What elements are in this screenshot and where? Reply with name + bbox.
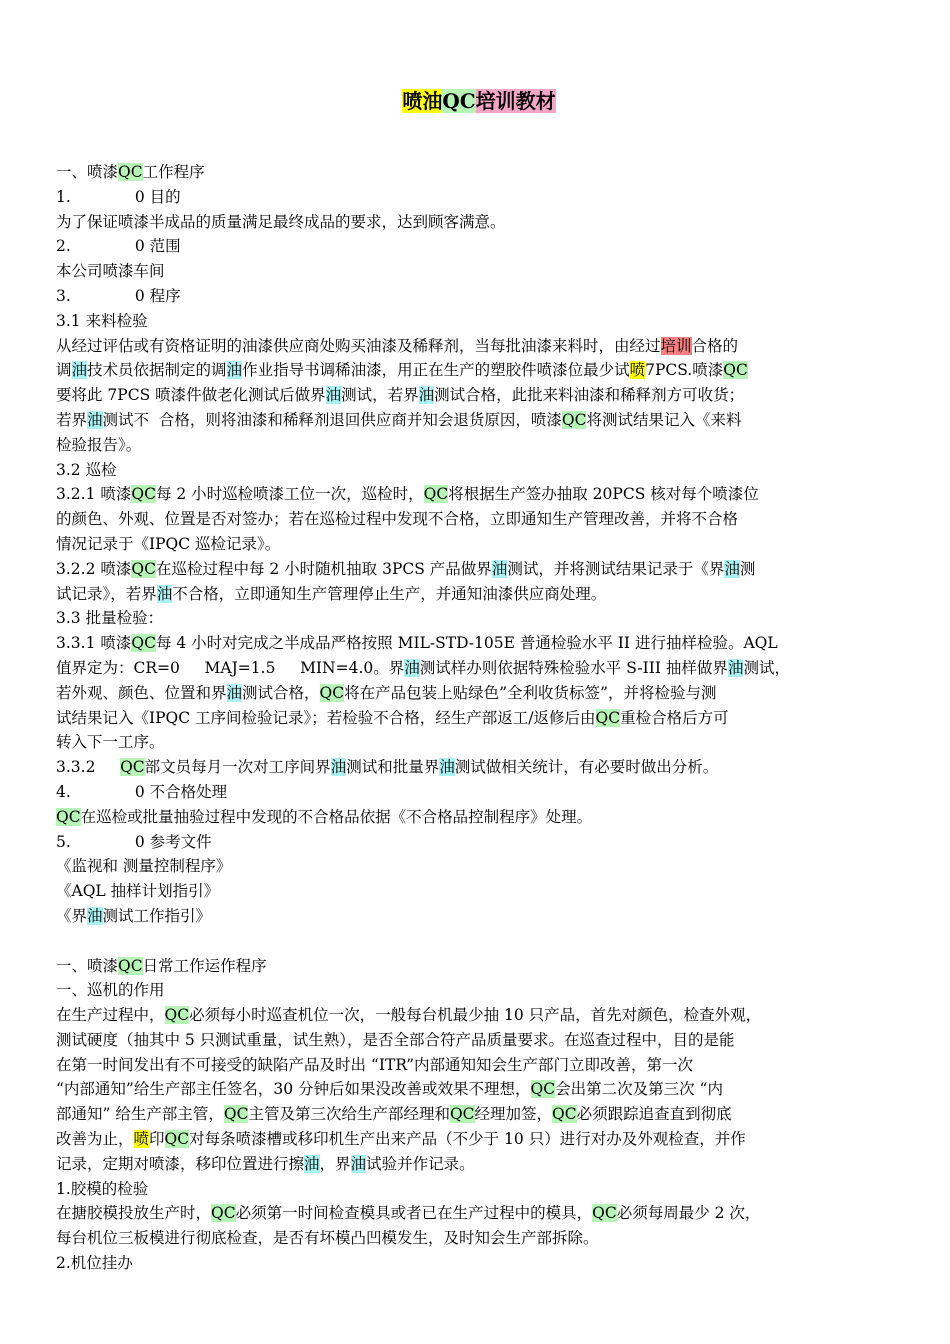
text-line	[56, 681, 902, 706]
blank-line	[56, 929, 902, 954]
text-line	[56, 1077, 902, 1102]
text-run: 5. 0 参考文件	[56, 832, 212, 851]
text-run: 将在产品包装上贴绿色”全利收货标签”，并将检验与测	[344, 683, 717, 702]
text-run: 测试硬度（抽其中 5 只测试重量，试生熟），是否全部合符产品质量要求。在巡查过程中，目的是能	[56, 1030, 735, 1049]
text-line	[56, 309, 902, 334]
text-line	[56, 1102, 902, 1127]
highlighted-text: 培训	[660, 336, 692, 355]
highlighted-text: QC	[530, 1080, 556, 1099]
highlighted-text: QC	[223, 1105, 249, 1124]
text-line	[56, 557, 902, 582]
text-run: 一、巡机的作用	[56, 981, 165, 1000]
text-run: 每台机位三板模进行彻底检查，是否有坏模凸凹模发生，及时知会生产部拆除。	[56, 1229, 599, 1248]
text-run: 为了保证喷漆半成品的质量满足最终成品的要求，达到顾客满意。	[56, 212, 506, 231]
text-run: 一、喷漆	[56, 163, 119, 181]
text-line	[56, 482, 902, 507]
highlighted-text: QC	[592, 1204, 617, 1223]
text-run: 在巡检或批量抽验过程中发现的不合格品依据《不合格品控制程序》处理。	[80, 807, 593, 826]
highlighted-text: QC	[319, 683, 345, 702]
text-run: 3.1 来料检验	[56, 311, 148, 330]
highlighted-text: 油	[87, 906, 103, 925]
text-run: 必须每周最少 2 次，	[616, 1204, 761, 1223]
text-run: 对每条喷漆槽或移印机生产出来产品（不少于 10 只）进行对办及外观检查，并作	[189, 1130, 746, 1149]
text-line	[56, 978, 902, 1003]
text-run: 部通知” 给生产部主管，	[56, 1105, 224, 1124]
text-line	[56, 408, 902, 433]
highlighted-text: QC	[164, 1006, 190, 1025]
text-line	[56, 259, 902, 284]
text-run: 本公司喷漆车间	[56, 262, 165, 281]
text-run: 在巡检过程中每 2 小时随机抽取 3PCS 产品做界	[155, 559, 492, 578]
text-run: 必须跟踪追查直到彻底	[576, 1105, 732, 1124]
text-run: 从经过评估或有资格证明的油漆供应商处购买油漆及稀释剂，当每批油漆来料时，由经过	[56, 336, 661, 355]
text-line	[56, 1028, 902, 1053]
text-run: 主管及第三次给生产部经理和	[248, 1105, 450, 1124]
highlighted-text: QC	[211, 1204, 236, 1223]
text-run: 的颜色、外观、位置是否对签办；若在巡检过程中发现不合格，立即通知生产管理改善，并将不合格	[56, 510, 739, 529]
text-line	[56, 656, 902, 681]
text-run: 在生产过程中，	[56, 1006, 165, 1025]
text-run: 经理加签，	[474, 1105, 553, 1124]
text-line	[56, 458, 902, 483]
text-run: 检验报告》。	[56, 435, 142, 454]
text-run: ，界	[319, 1154, 351, 1173]
text-run: 测试，	[743, 658, 790, 677]
highlighted-text: QC	[723, 361, 748, 380]
text-run: 每 2 小时巡检喷漆工位一次，巡检时，	[155, 485, 424, 504]
highlighted-text: 油	[330, 758, 347, 777]
text-line	[56, 234, 902, 259]
text-line	[56, 755, 902, 780]
text-run: 作业指导书调稀油漆，用正在生产的塑胶件喷漆位最少试	[242, 361, 630, 380]
text-line	[56, 1251, 902, 1276]
text-run: 会出第二次及第三次 “内	[555, 1080, 723, 1099]
text-run: 试记录》，若界	[56, 584, 157, 603]
text-run: 记录，定期对喷漆，移印位置进行擦	[56, 1154, 305, 1173]
text-line	[56, 433, 902, 458]
text-run: 3.3.2	[56, 758, 121, 777]
highlighted-text: QC	[131, 559, 156, 578]
highlighted-text: QC	[442, 89, 476, 113]
text-run: 部文员每月一次对工序间界	[144, 758, 331, 777]
text-line	[56, 284, 902, 309]
highlighted-text: 油	[71, 361, 88, 380]
text-run: 测试样办则依据特殊检验水平 S-III 抽样做界	[419, 658, 728, 677]
highlighted-text: QC	[595, 708, 621, 727]
text-run: 4. 0 不合格处理	[56, 782, 228, 801]
text-line	[56, 1127, 902, 1152]
text-line	[56, 1177, 902, 1202]
highlighted-text: QC	[164, 1130, 190, 1149]
text-line	[56, 904, 902, 929]
highlighted-text: 油	[226, 683, 243, 702]
text-run: 改善为止，	[56, 1130, 134, 1149]
text-run: 测试合格，此批来料油漆和稀释剂方可收货；	[434, 386, 745, 405]
highlighted-text: 培训教材	[475, 89, 556, 113]
text-run: 技术员依据制定的调	[87, 361, 227, 380]
highlighted-text: 油	[87, 410, 103, 429]
highlighted-text: 油	[418, 386, 435, 405]
highlighted-text: 油	[727, 658, 744, 677]
text-line	[56, 1201, 902, 1226]
text-run: 一、喷漆	[56, 956, 119, 975]
text-run: 2.机位挂办	[56, 1254, 133, 1273]
text-run: 测试和批量界	[346, 758, 440, 777]
highlighted-text: 油	[350, 1154, 367, 1173]
text-line	[56, 805, 902, 830]
text-run: 1.胶模的检验	[56, 1179, 149, 1198]
text-line	[56, 631, 902, 656]
text-line	[56, 606, 902, 631]
text-run: 3.3.1 喷漆	[56, 634, 132, 653]
text-line	[56, 1003, 902, 1028]
highlighted-text: QC	[118, 956, 143, 975]
text-line	[56, 582, 902, 607]
highlighted-text: QC	[552, 1105, 577, 1124]
text-run: 每 4 小时对完成之半成品严格按照 MIL-STD-105E 普通检验水平 II 进行抽样检验。AQL	[155, 634, 778, 653]
text-run: 合格的	[691, 336, 739, 355]
text-run: 7PCS.喷漆	[645, 361, 724, 380]
text-line	[56, 879, 902, 904]
highlighted-text: QC	[561, 410, 587, 429]
text-line	[56, 706, 902, 731]
highlighted-text: 油	[724, 559, 740, 578]
text-run: 3.2 巡检	[56, 460, 117, 479]
highlighted-text: 喷	[133, 1130, 150, 1149]
highlighted-text: QC	[131, 634, 156, 653]
document-body	[56, 160, 902, 1276]
text-line	[56, 210, 902, 235]
highlighted-text: QC	[120, 758, 145, 777]
text-line	[56, 383, 902, 408]
text-run: 在第一时间发出有不可接受的缺陷产品及时出 “ITR”内部通知知会生产部门立即改善，第一次	[56, 1055, 694, 1074]
highlighted-text: 喷	[629, 361, 646, 380]
highlighted-text: 油	[491, 559, 508, 578]
text-run: 试结果记入《IPQC 工序间检验记录》；若检验不合格，经生产部返工/返修后由	[56, 708, 596, 727]
text-run: 将根据生产签办抽取 20PCS 核对每个喷漆位	[448, 485, 759, 504]
text-line	[56, 730, 902, 755]
text-run: 试验并作记录。	[366, 1154, 475, 1173]
highlighted-text: 油	[325, 386, 342, 405]
text-run: 转入下一工序。	[56, 733, 165, 752]
text-run: 《监视和 测量控制程序》	[56, 857, 232, 876]
text-run: 将测试结果记入《来料	[586, 410, 742, 429]
text-line	[56, 1226, 902, 1251]
text-run: 测	[739, 559, 756, 578]
text-line	[56, 830, 902, 855]
highlighted-text: QC	[449, 1105, 475, 1124]
text-line	[56, 1053, 902, 1078]
text-run: 工作程序	[142, 163, 205, 181]
text-line	[56, 160, 902, 185]
highlighted-text: QC	[56, 807, 81, 826]
text-run: 3.2.1 喷漆	[56, 485, 132, 504]
text-run: 测试，若界	[341, 386, 419, 405]
text-run: 必须每小时巡查机位一次，一般每台机最少抽 10 只产品，首先对颜色，检查外观，	[189, 1006, 762, 1025]
text-run: 1. 0 目的	[56, 187, 181, 206]
highlighted-text: 油	[156, 584, 173, 603]
text-run: 若外观、颜色、位置和界	[56, 683, 227, 702]
highlighted-text: QC	[118, 163, 143, 181]
text-run: 不合格，立即通知生产管理停止生产，并通知油漆供应商处理。	[172, 584, 607, 603]
highlighted-text: 油	[439, 758, 455, 777]
text-run: 测试合格，	[242, 683, 320, 702]
text-run: 3. 0 程序	[56, 286, 181, 305]
text-run: 若界	[56, 410, 88, 429]
text-run: 情况记录于《IPQC 巡检记录》。	[56, 534, 281, 553]
document-title	[56, 86, 902, 116]
text-run: 必须第一时间检查模具或者已在生产过程中的模具，	[235, 1204, 593, 1223]
text-run: 值界定为：CR=0 MAJ=1.5 MIN=4.0。界	[56, 658, 405, 677]
text-run: 测试不 合格，则将油漆和稀释剂退回供应商并知会退货原因，喷漆	[102, 410, 562, 429]
text-run: 重检合格后方可	[620, 708, 729, 727]
text-run: 3.3 批量检验：	[56, 609, 164, 628]
text-line	[56, 358, 902, 383]
text-run: 测试，并将测试结果记录于《界	[507, 559, 725, 578]
highlighted-text: 油	[226, 361, 243, 380]
text-run: 《AQL 抽样计划指引》	[56, 882, 220, 901]
text-run: 要将此 7PCS 喷漆件做老化测试后做界	[56, 386, 326, 405]
text-run: 在搪胶模投放生产时，	[56, 1204, 212, 1223]
text-run: 调	[56, 361, 72, 380]
text-line	[56, 532, 902, 557]
text-run: 测试工作指引》	[102, 906, 212, 925]
text-run: 日常工作运作程序	[142, 956, 267, 975]
text-run: 测试做相关统计，有必要时做出分析。	[454, 758, 719, 777]
text-line	[56, 334, 902, 359]
text-line	[56, 507, 902, 532]
highlighted-text: QC	[423, 485, 449, 504]
document-page	[56, 86, 902, 1276]
text-line	[56, 854, 902, 879]
text-run: 印	[149, 1130, 165, 1149]
text-run: 《界	[56, 906, 88, 925]
highlighted-text: 油	[304, 1154, 320, 1173]
text-line	[56, 954, 902, 979]
text-run: “内部通知”给生产部主任签名，30 分钟后如果没改善或效果不理想，	[56, 1080, 531, 1099]
highlighted-text: 喷油	[402, 89, 443, 113]
text-line	[56, 780, 902, 805]
text-line	[56, 1152, 902, 1177]
text-run: 3.2.2 喷漆	[56, 559, 132, 578]
highlighted-text: 油	[404, 658, 420, 677]
text-line	[56, 185, 902, 210]
text-run: 2. 0 范围	[56, 237, 181, 256]
highlighted-text: QC	[131, 485, 156, 504]
